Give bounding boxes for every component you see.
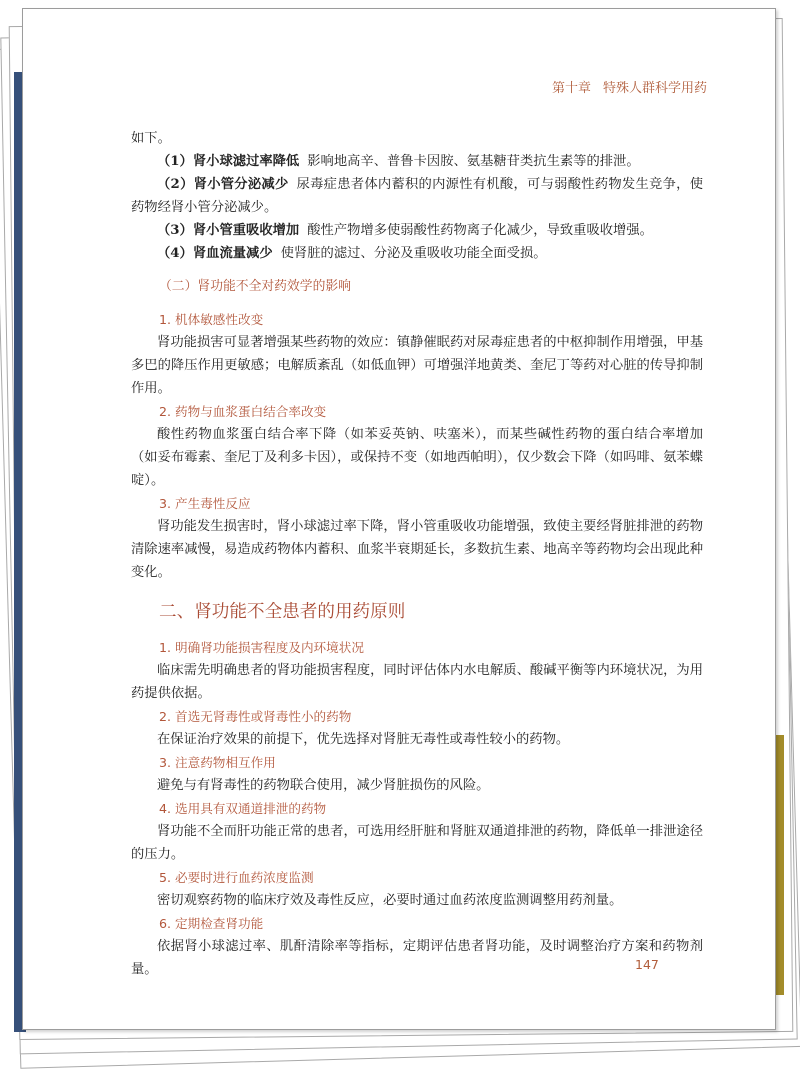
chapter-title: 特殊人群科学用药 bbox=[602, 81, 707, 96]
subsection-heading: 2. 药物与血浆蛋白结合率改变 bbox=[159, 404, 327, 419]
principle-heading: 1. 明确肾功能损害程度及内环境状况 bbox=[159, 640, 364, 655]
principle-text: 在保证治疗效果的前提下，优先选择对肾脏无毒性或毒性较小的药物。 bbox=[157, 732, 570, 747]
subsection-heading: 3. 产生毒性反应 bbox=[159, 496, 251, 511]
subsection-text: 酸性药物血浆蛋白结合率下降（如苯妥英钠、呋塞米），而某些碱性药物的蛋白结合率增加（如妥布霉素、奎尼丁及利多卡因），或保持不变（如地西帕明），仅少数会下降（如吗啡、氨苯蝶啶）。 bbox=[131, 427, 703, 488]
factor-item bbox=[131, 150, 703, 173]
chapter-number: 第十章 bbox=[551, 81, 591, 96]
subsection-text: 肾功能发生损害时，肾小球滤过率下降，肾小管重吸收功能增强，致使主要经肾脏排泄的药物清除速率减慢，易造成药物体内蓄积、血浆半衰期延长，多数抗生素、地高辛等药物均会出现此种变化。 bbox=[131, 519, 703, 580]
factor-text: 尿毒症患者体内蓄积的内源性有机酸，可与弱酸性药物发生竞争，使药物经肾小管分泌减少。 bbox=[131, 177, 704, 215]
factor-text: 酸性产物增多使弱酸性药物离子化减少，导致重吸收增强。 bbox=[307, 223, 653, 238]
factor-text: 使肾脏的滤过、分泌及重吸收功能全面受损。 bbox=[280, 246, 547, 261]
principle-heading: 3. 注意药物相互作用 bbox=[159, 755, 276, 770]
principle-text: 避免与有肾毒性的药物联合使用，减少肾脏损伤的风险。 bbox=[157, 778, 490, 793]
principle-text: 临床需先明确患者的肾功能损害程度，同时评估体内水电解质、酸碱平衡等内环境状况，为用药提供依据。 bbox=[131, 663, 703, 701]
chapter-section-title: 二、肾功能不全患者的用药原则 bbox=[159, 602, 406, 622]
page-body bbox=[131, 127, 703, 981]
principle-text: 依据肾小球滤过率、肌酐清除率等指标，定期评估患者肾功能，及时调整治疗方案和药物剂量。 bbox=[131, 939, 703, 977]
principle-heading: 5. 必要时进行血药浓度监测 bbox=[159, 870, 314, 885]
principle-text: 密切观察药物的临床疗效及毒性反应，必要时通过血药浓度监测调整用药剂量。 bbox=[157, 893, 623, 908]
factor-item bbox=[131, 242, 703, 265]
principle-heading: 6. 定期检查肾功能 bbox=[159, 916, 264, 931]
factor-text: 影响地高辛、普鲁卡因胺、氨基糖苷类抗生素等的排泄。 bbox=[307, 154, 640, 169]
subsection-text: 肾功能损害可显著增强某些药物的效应：镇静催眠药对尿毒症患者的中枢抑制作用增强，甲基多巴的降压作用更敏感；电解质紊乱（如低血钾）可增强洋地黄类、奎尼丁等药对心脏的传导抑制作用。 bbox=[131, 335, 703, 396]
subsection-heading: 1. 机体敏感性改变 bbox=[159, 312, 264, 327]
page-number: 147 bbox=[635, 957, 659, 972]
running-header bbox=[552, 77, 707, 96]
intro-text: 如下。 bbox=[131, 131, 171, 146]
factor-term: （2）肾小管分泌减少 bbox=[157, 177, 289, 192]
factor-item bbox=[131, 173, 703, 219]
factor-item bbox=[131, 219, 703, 242]
factor-term: （1）肾小球滤过率降低 bbox=[157, 154, 300, 169]
book-page bbox=[22, 8, 776, 1030]
principle-text: 肾功能不全而肝功能正常的患者，可选用经肝脏和肾脏双通道排泄的药物，降低单一排泄途径的压力。 bbox=[131, 824, 703, 862]
principle-heading: 2. 首选无肾毒性或肾毒性小的药物 bbox=[159, 709, 352, 724]
principle-heading: 4. 选用具有双通道排泄的药物 bbox=[159, 801, 327, 816]
factor-term: （3）肾小管重吸收增加 bbox=[157, 223, 300, 238]
factor-term: （4）肾血流量减少 bbox=[157, 246, 273, 261]
section-heading: （二）肾功能不全对药效学的影响 bbox=[159, 279, 351, 294]
